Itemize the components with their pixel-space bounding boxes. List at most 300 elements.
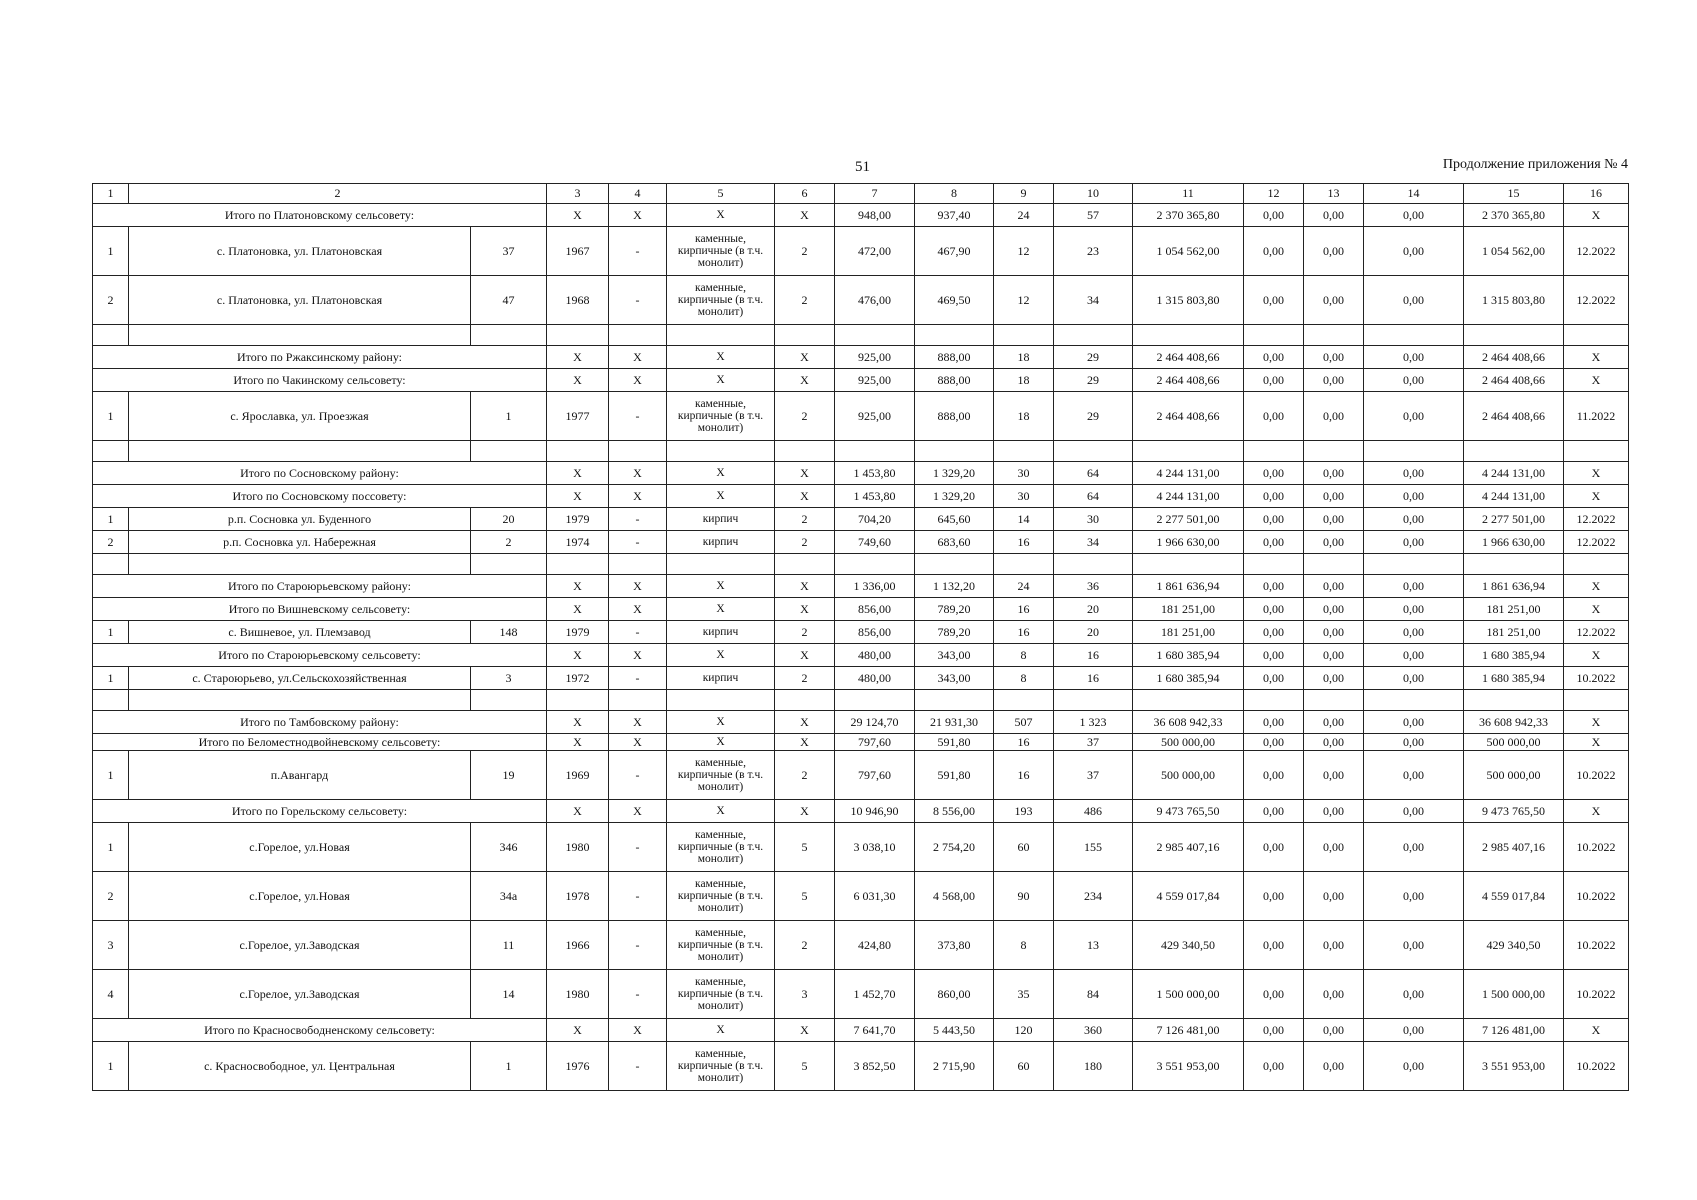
cell-c13: 0,00 xyxy=(1304,667,1364,690)
empty-cell xyxy=(129,554,471,575)
cell-c15: 4 244 131,00 xyxy=(1464,462,1564,485)
cell-c4: - xyxy=(609,508,667,531)
empty-cell xyxy=(775,325,835,346)
cell-c7: 10 946,90 xyxy=(835,800,915,823)
cell-c14: 0,00 xyxy=(1364,823,1464,872)
cell-c9: 60 xyxy=(994,1042,1054,1091)
cell-c9: 18 xyxy=(994,392,1054,441)
empty-cell xyxy=(93,690,129,711)
cell-c8: 683,60 xyxy=(915,531,994,554)
empty-cell xyxy=(1364,325,1464,346)
building-address: п.Авангард xyxy=(129,751,471,800)
cell-c9: 8 xyxy=(994,921,1054,970)
cell-c6: 2 xyxy=(775,276,835,325)
cell-c7: 948,00 xyxy=(835,204,915,227)
cell-c6: 2 xyxy=(775,751,835,800)
cell-c9: 8 xyxy=(994,667,1054,690)
subtotal-label: Итого по Ржаксинскому району: xyxy=(93,346,547,369)
cell-c16: 12.2022 xyxy=(1564,531,1629,554)
cell-c15: 500 000,00 xyxy=(1464,734,1564,751)
cell-c3: X xyxy=(547,598,609,621)
column-number-7: 7 xyxy=(835,184,915,204)
cell-c8: 789,20 xyxy=(915,621,994,644)
cell-c14: 0,00 xyxy=(1364,204,1464,227)
cell-c8: 469,50 xyxy=(915,276,994,325)
cell-c6: X xyxy=(775,644,835,667)
empty-cell xyxy=(609,554,667,575)
cell-c9: 16 xyxy=(994,734,1054,751)
cell-c12: 0,00 xyxy=(1244,1019,1304,1042)
cell-c4: - xyxy=(609,751,667,800)
row-number: 1 xyxy=(93,621,129,644)
cell-c9: 24 xyxy=(994,204,1054,227)
cell-c9: 16 xyxy=(994,531,1054,554)
column-number-5: 5 xyxy=(667,184,775,204)
cell-c7: 797,60 xyxy=(835,734,915,751)
column-number-10: 10 xyxy=(1054,184,1133,204)
cell-c16: X xyxy=(1564,346,1629,369)
cell-c7: 472,00 xyxy=(835,227,915,276)
cell-c12: 0,00 xyxy=(1244,392,1304,441)
cell-c5: X xyxy=(667,369,775,392)
cell-c14: 0,00 xyxy=(1364,667,1464,690)
cell-c15: 1 680 385,94 xyxy=(1464,644,1564,667)
cell-c4: X xyxy=(609,204,667,227)
cell-c3: 1976 xyxy=(547,1042,609,1091)
cell-c13: 0,00 xyxy=(1304,1042,1364,1091)
house-number: 20 xyxy=(471,508,547,531)
cell-c9: 30 xyxy=(994,485,1054,508)
cell-c13: 0,00 xyxy=(1304,751,1364,800)
empty-cell xyxy=(1244,441,1304,462)
cell-c10: 29 xyxy=(1054,369,1133,392)
cell-c7: 29 124,70 xyxy=(835,711,915,734)
cell-c11: 2 464 408,66 xyxy=(1133,346,1244,369)
cell-c7: 925,00 xyxy=(835,392,915,441)
cell-c5: X xyxy=(667,800,775,823)
cell-c9: 60 xyxy=(994,823,1054,872)
empty-cell xyxy=(835,325,915,346)
cell-c16: X xyxy=(1564,369,1629,392)
cell-c6: X xyxy=(775,598,835,621)
cell-c3: X xyxy=(547,711,609,734)
empty-cell xyxy=(775,690,835,711)
page-number: 51 xyxy=(855,159,870,175)
empty-cell xyxy=(994,554,1054,575)
cell-c12: 0,00 xyxy=(1244,204,1304,227)
empty-cell xyxy=(1364,554,1464,575)
empty-cell xyxy=(915,325,994,346)
cell-c6: 5 xyxy=(775,823,835,872)
cell-c4: X xyxy=(609,1019,667,1042)
row-number: 1 xyxy=(93,227,129,276)
cell-c3: X xyxy=(547,1019,609,1042)
cell-c11: 429 340,50 xyxy=(1133,921,1244,970)
cell-c4: - xyxy=(609,823,667,872)
cell-c5: X xyxy=(667,734,775,751)
cell-c12: 0,00 xyxy=(1244,485,1304,508)
subtotal-label: Итого по Беломестнодвойневскому сельсовету: xyxy=(93,734,547,751)
cell-c9: 35 xyxy=(994,970,1054,1019)
cell-c6: X xyxy=(775,485,835,508)
cell-c8: 343,00 xyxy=(915,667,994,690)
cell-c10: 57 xyxy=(1054,204,1133,227)
cell-c12: 0,00 xyxy=(1244,462,1304,485)
cell-c11: 2 370 365,80 xyxy=(1133,204,1244,227)
cell-c15: 1 680 385,94 xyxy=(1464,667,1564,690)
cell-c5: каменные, кирпичные (в т.ч. монолит) xyxy=(667,227,775,276)
cell-c14: 0,00 xyxy=(1364,921,1464,970)
cell-c5: X xyxy=(667,575,775,598)
cell-c12: 0,00 xyxy=(1244,872,1304,921)
empty-cell xyxy=(1054,690,1133,711)
cell-c14: 0,00 xyxy=(1364,531,1464,554)
cell-c11: 1 680 385,94 xyxy=(1133,644,1244,667)
cell-c3: 1980 xyxy=(547,970,609,1019)
cell-c8: 4 568,00 xyxy=(915,872,994,921)
cell-c8: 2 715,90 xyxy=(915,1042,994,1091)
empty-cell xyxy=(1304,441,1364,462)
cell-c12: 0,00 xyxy=(1244,531,1304,554)
cell-c15: 181 251,00 xyxy=(1464,621,1564,644)
cell-c12: 0,00 xyxy=(1244,276,1304,325)
cell-c7: 6 031,30 xyxy=(835,872,915,921)
empty-cell xyxy=(667,441,775,462)
cell-c14: 0,00 xyxy=(1364,711,1464,734)
empty-cell xyxy=(1304,325,1364,346)
cell-c12: 0,00 xyxy=(1244,921,1304,970)
cell-c8: 1 132,20 xyxy=(915,575,994,598)
building-row xyxy=(93,921,1629,970)
cell-c14: 0,00 xyxy=(1364,644,1464,667)
house-number: 14 xyxy=(471,970,547,1019)
cell-c3: 1966 xyxy=(547,921,609,970)
building-address: с. Платоновка, ул. Платоновская xyxy=(129,227,471,276)
cell-c12: 0,00 xyxy=(1244,369,1304,392)
subtotal-label: Итого по Староюрьевскому району: xyxy=(93,575,547,598)
cell-c15: 1 315 803,80 xyxy=(1464,276,1564,325)
column-number-12: 12 xyxy=(1244,184,1304,204)
cell-c6: 3 xyxy=(775,970,835,1019)
cell-c8: 2 754,20 xyxy=(915,823,994,872)
cell-c8: 1 329,20 xyxy=(915,485,994,508)
cell-c14: 0,00 xyxy=(1364,751,1464,800)
column-number-15: 15 xyxy=(1464,184,1564,204)
cell-c10: 155 xyxy=(1054,823,1133,872)
cell-c16: 10.2022 xyxy=(1564,1042,1629,1091)
cell-c8: 888,00 xyxy=(915,392,994,441)
empty-cell xyxy=(129,441,471,462)
empty-cell xyxy=(1304,690,1364,711)
cell-c15: 1 054 562,00 xyxy=(1464,227,1564,276)
house-number: 37 xyxy=(471,227,547,276)
cell-c6: X xyxy=(775,369,835,392)
cell-c14: 0,00 xyxy=(1364,1019,1464,1042)
cell-c4: X xyxy=(609,598,667,621)
empty-cell xyxy=(915,690,994,711)
cell-c4: X xyxy=(609,575,667,598)
cell-c15: 429 340,50 xyxy=(1464,921,1564,970)
empty-cell xyxy=(93,554,129,575)
cell-c5: X xyxy=(667,711,775,734)
empty-cell xyxy=(1054,325,1133,346)
cell-c11: 1 861 636,94 xyxy=(1133,575,1244,598)
empty-cell xyxy=(609,441,667,462)
cell-c11: 9 473 765,50 xyxy=(1133,800,1244,823)
subtotal-label: Итого по Сосновскому поссовету: xyxy=(93,485,547,508)
cell-c9: 507 xyxy=(994,711,1054,734)
empty-cell xyxy=(915,441,994,462)
cell-c10: 16 xyxy=(1054,644,1133,667)
cell-c5: каменные, кирпичные (в т.ч. монолит) xyxy=(667,1042,775,1091)
cell-c9: 90 xyxy=(994,872,1054,921)
cell-c3: 1972 xyxy=(547,667,609,690)
row-number: 2 xyxy=(93,531,129,554)
subtotal-row xyxy=(93,800,1629,823)
cell-c4: - xyxy=(609,872,667,921)
column-number-16: 16 xyxy=(1564,184,1629,204)
column-number-2: 2 xyxy=(129,184,547,204)
empty-cell xyxy=(1133,690,1244,711)
cell-c14: 0,00 xyxy=(1364,872,1464,921)
cell-c11: 36 608 942,33 xyxy=(1133,711,1244,734)
cell-c10: 486 xyxy=(1054,800,1133,823)
cell-c3: X xyxy=(547,346,609,369)
cell-c7: 925,00 xyxy=(835,346,915,369)
building-address: с. Староюрьево, ул.Сельскохозяйственная xyxy=(129,667,471,690)
cell-c11: 4 559 017,84 xyxy=(1133,872,1244,921)
cell-c4: X xyxy=(609,734,667,751)
cell-c8: 888,00 xyxy=(915,369,994,392)
cell-c7: 1 453,80 xyxy=(835,462,915,485)
cell-c12: 0,00 xyxy=(1244,667,1304,690)
cell-c12: 0,00 xyxy=(1244,575,1304,598)
building-address: с. Вишневое, ул. Племзавод xyxy=(129,621,471,644)
cell-c16: 10.2022 xyxy=(1564,872,1629,921)
row-number: 1 xyxy=(93,1042,129,1091)
subtotal-row xyxy=(93,369,1629,392)
cell-c5: кирпич xyxy=(667,508,775,531)
empty-cell xyxy=(835,441,915,462)
cell-c13: 0,00 xyxy=(1304,921,1364,970)
cell-c14: 0,00 xyxy=(1364,1042,1464,1091)
cell-c7: 749,60 xyxy=(835,531,915,554)
empty-cell xyxy=(1364,441,1464,462)
cell-c10: 1 323 xyxy=(1054,711,1133,734)
subtotal-row xyxy=(93,734,1629,751)
housing-repair-table xyxy=(92,183,1629,1091)
cell-c10: 29 xyxy=(1054,392,1133,441)
cell-c15: 500 000,00 xyxy=(1464,751,1564,800)
empty-cell xyxy=(1564,554,1629,575)
cell-c10: 20 xyxy=(1054,621,1133,644)
cell-c11: 2 985 407,16 xyxy=(1133,823,1244,872)
cell-c13: 0,00 xyxy=(1304,485,1364,508)
cell-c4: - xyxy=(609,227,667,276)
cell-c6: X xyxy=(775,1019,835,1042)
cell-c12: 0,00 xyxy=(1244,598,1304,621)
subtotal-row xyxy=(93,204,1629,227)
cell-c13: 0,00 xyxy=(1304,711,1364,734)
column-number-8: 8 xyxy=(915,184,994,204)
building-row xyxy=(93,508,1629,531)
cell-c9: 18 xyxy=(994,346,1054,369)
cell-c10: 34 xyxy=(1054,276,1133,325)
cell-c9: 8 xyxy=(994,644,1054,667)
cell-c15: 2 370 365,80 xyxy=(1464,204,1564,227)
empty-cell xyxy=(471,325,547,346)
row-number: 1 xyxy=(93,508,129,531)
cell-c9: 24 xyxy=(994,575,1054,598)
cell-c11: 2 464 408,66 xyxy=(1133,392,1244,441)
cell-c6: X xyxy=(775,462,835,485)
cell-c16: X xyxy=(1564,644,1629,667)
cell-c4: - xyxy=(609,392,667,441)
subtotal-row xyxy=(93,462,1629,485)
cell-c15: 3 551 953,00 xyxy=(1464,1042,1564,1091)
row-number: 4 xyxy=(93,970,129,1019)
cell-c16: 12.2022 xyxy=(1564,276,1629,325)
house-number: 19 xyxy=(471,751,547,800)
row-number: 1 xyxy=(93,667,129,690)
cell-c16: X xyxy=(1564,598,1629,621)
cell-c9: 14 xyxy=(994,508,1054,531)
cell-c11: 4 244 131,00 xyxy=(1133,485,1244,508)
cell-c10: 23 xyxy=(1054,227,1133,276)
cell-c16: X xyxy=(1564,462,1629,485)
cell-c14: 0,00 xyxy=(1364,392,1464,441)
cell-c7: 925,00 xyxy=(835,369,915,392)
empty-cell xyxy=(667,325,775,346)
empty-cell xyxy=(547,441,609,462)
cell-c15: 7 126 481,00 xyxy=(1464,1019,1564,1042)
building-row xyxy=(93,872,1629,921)
house-number: 148 xyxy=(471,621,547,644)
cell-c6: X xyxy=(775,346,835,369)
cell-c13: 0,00 xyxy=(1304,1019,1364,1042)
cell-c13: 0,00 xyxy=(1304,800,1364,823)
cell-c16: 10.2022 xyxy=(1564,921,1629,970)
column-number-1: 1 xyxy=(93,184,129,204)
cell-c6: X xyxy=(775,204,835,227)
cell-c8: 467,90 xyxy=(915,227,994,276)
cell-c5: X xyxy=(667,485,775,508)
cell-c13: 0,00 xyxy=(1304,734,1364,751)
cell-c6: X xyxy=(775,800,835,823)
building-address: р.п. Сосновка ул. Буденного xyxy=(129,508,471,531)
cell-c13: 0,00 xyxy=(1304,462,1364,485)
cell-c12: 0,00 xyxy=(1244,751,1304,800)
cell-c5: кирпич xyxy=(667,531,775,554)
cell-c7: 480,00 xyxy=(835,644,915,667)
column-number-6: 6 xyxy=(775,184,835,204)
empty-cell xyxy=(471,441,547,462)
cell-c7: 704,20 xyxy=(835,508,915,531)
cell-c6: X xyxy=(775,575,835,598)
building-row xyxy=(93,970,1629,1019)
empty-cell xyxy=(1133,441,1244,462)
cell-c8: 591,80 xyxy=(915,734,994,751)
empty-cell xyxy=(609,325,667,346)
cell-c14: 0,00 xyxy=(1364,462,1464,485)
house-number: 34а xyxy=(471,872,547,921)
cell-c6: 2 xyxy=(775,508,835,531)
cell-c15: 4 559 017,84 xyxy=(1464,872,1564,921)
column-number-row xyxy=(93,184,1629,204)
empty-cell xyxy=(1464,441,1564,462)
cell-c9: 120 xyxy=(994,1019,1054,1042)
cell-c3: 1968 xyxy=(547,276,609,325)
cell-c8: 937,40 xyxy=(915,204,994,227)
empty-cell xyxy=(1133,554,1244,575)
cell-c3: X xyxy=(547,644,609,667)
empty-cell xyxy=(1244,690,1304,711)
cell-c13: 0,00 xyxy=(1304,823,1364,872)
cell-c15: 2 985 407,16 xyxy=(1464,823,1564,872)
cell-c13: 0,00 xyxy=(1304,598,1364,621)
cell-c8: 5 443,50 xyxy=(915,1019,994,1042)
cell-c13: 0,00 xyxy=(1304,508,1364,531)
house-number: 346 xyxy=(471,823,547,872)
cell-c14: 0,00 xyxy=(1364,485,1464,508)
cell-c5: X xyxy=(667,644,775,667)
cell-c9: 16 xyxy=(994,751,1054,800)
empty-cell xyxy=(93,441,129,462)
empty-cell xyxy=(1564,690,1629,711)
cell-c15: 2 277 501,00 xyxy=(1464,508,1564,531)
cell-c16: 10.2022 xyxy=(1564,823,1629,872)
cell-c5: кирпич xyxy=(667,667,775,690)
row-number: 2 xyxy=(93,276,129,325)
cell-c13: 0,00 xyxy=(1304,872,1364,921)
cell-c6: 2 xyxy=(775,621,835,644)
cell-c3: X xyxy=(547,204,609,227)
cell-c4: - xyxy=(609,970,667,1019)
building-address: с.Горелое, ул.Заводская xyxy=(129,921,471,970)
cell-c7: 3 038,10 xyxy=(835,823,915,872)
empty-cell xyxy=(835,690,915,711)
empty-cell xyxy=(994,690,1054,711)
subtotal-label: Итого по Красносвободненскому сельсовету: xyxy=(93,1019,547,1042)
building-address: с. Красносвободное, ул. Центральная xyxy=(129,1042,471,1091)
cell-c8: 888,00 xyxy=(915,346,994,369)
cell-c10: 360 xyxy=(1054,1019,1133,1042)
cell-c8: 8 556,00 xyxy=(915,800,994,823)
cell-c3: X xyxy=(547,462,609,485)
empty-cell xyxy=(1244,325,1304,346)
cell-c5: X xyxy=(667,204,775,227)
subtotal-row xyxy=(93,598,1629,621)
cell-c16: 12.2022 xyxy=(1564,227,1629,276)
empty-cell xyxy=(994,441,1054,462)
building-row xyxy=(93,1042,1629,1091)
cell-c5: X xyxy=(667,346,775,369)
cell-c15: 2 464 408,66 xyxy=(1464,346,1564,369)
house-number: 1 xyxy=(471,1042,547,1091)
appendix-note: Продолжение приложения № 4 xyxy=(1442,157,1628,172)
cell-c13: 0,00 xyxy=(1304,970,1364,1019)
column-number-13: 13 xyxy=(1304,184,1364,204)
empty-cell xyxy=(547,690,609,711)
cell-c6: 2 xyxy=(775,531,835,554)
subtotal-row xyxy=(93,1019,1629,1042)
cell-c11: 7 126 481,00 xyxy=(1133,1019,1244,1042)
empty-separator-row xyxy=(93,441,1629,462)
cell-c16: 10.2022 xyxy=(1564,751,1629,800)
cell-c4: X xyxy=(609,800,667,823)
cell-c12: 0,00 xyxy=(1244,970,1304,1019)
cell-c16: 10.2022 xyxy=(1564,667,1629,690)
